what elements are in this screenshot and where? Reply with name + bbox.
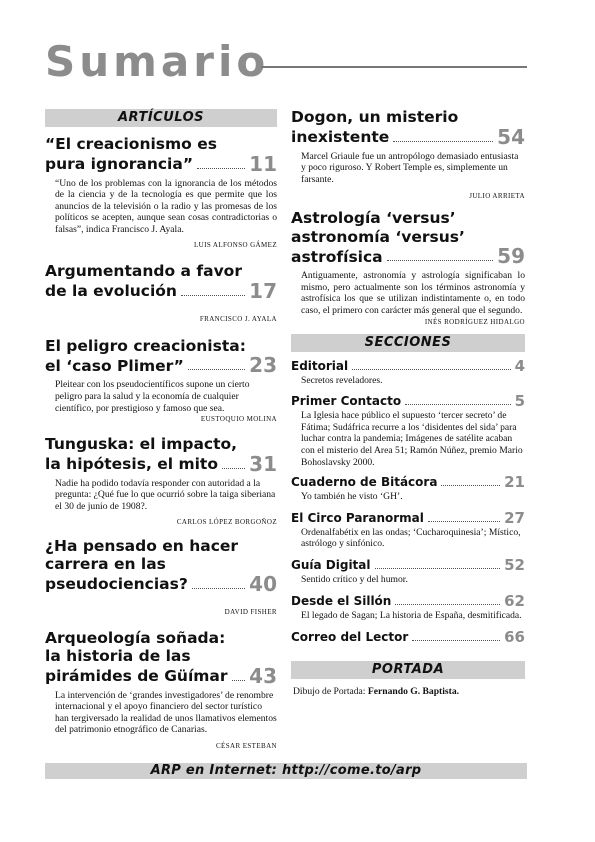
page-title: Sumario <box>45 37 270 86</box>
article-title-line: carrera en las <box>45 555 166 574</box>
article-heading <box>45 537 277 594</box>
article-author: FRANCISCO J. AYALA <box>199 314 277 323</box>
article-summary: Marcel Griaule fue un antropólogo demasiado entusiasta y poco riguroso. Y Robert Temple es, simplemente un farsante. <box>301 150 519 185</box>
portada-credit <box>291 686 525 697</box>
article-heading <box>45 629 277 686</box>
sections-header: SECCIONES <box>291 334 525 352</box>
article-summary: La intervención de ‘grandes investigadores’ de renombre internacional y el apoyo financiero del sector turístico han tergiversado la realidad de unos llamativos elementos del patrimonio etnográfico de Canarias. <box>55 689 277 736</box>
article-title-line: pura ignorancia” <box>45 155 194 173</box>
article-title-line: Dogon, un misterio <box>291 108 459 126</box>
leader-dots <box>192 588 245 589</box>
leader-dots <box>188 369 245 370</box>
article-evolucion[interactable] <box>45 262 277 323</box>
article-author: LUIS ALFONSO GÁMEZ <box>193 241 277 250</box>
article-page-number: 23 <box>249 353 277 378</box>
leader-dots <box>387 260 494 261</box>
section-summary: Ordenalfabétix en las ondas; ‘Cucharoquinesia’; Místico, astrólogo y sinfónico. <box>301 526 521 550</box>
portada-header: PORTADA <box>291 661 525 679</box>
article-creacionismo[interactable] <box>45 135 277 249</box>
leader-dots <box>395 604 500 605</box>
article-summary: Nadie ha podido todavía responder con autoridad a la pregunta: ¿Qué fue lo que ocurrió sobre la taiga siberiana el 30 de junio de 1908?. <box>55 477 276 512</box>
article-page-number: 59 <box>497 244 525 269</box>
section-page-number: 66 <box>504 628 525 647</box>
article-heading <box>291 108 525 147</box>
article-title-line: astronomía ‘versus’ <box>291 227 465 246</box>
article-heading <box>45 435 277 474</box>
article-tunguska[interactable] <box>45 435 277 525</box>
section-summary: Yo también he visto ‘GH’. <box>301 491 403 503</box>
section-title: Editorial <box>291 358 349 373</box>
article-title-line: Argumentando a favor <box>45 262 242 281</box>
section-editorial[interactable] <box>291 356 525 387</box>
right-column <box>291 109 525 697</box>
article-title-line: el ‘caso Plimer” <box>45 356 184 375</box>
article-heading <box>45 337 277 376</box>
article-page-number: 11 <box>249 151 277 176</box>
left-column <box>45 109 277 750</box>
section-title: Guía Digital <box>291 558 371 572</box>
section-page-number: 62 <box>504 591 525 610</box>
section-page-number: 52 <box>504 556 525 574</box>
article-title-line: astrofísica <box>291 247 383 266</box>
section-page-number: 5 <box>514 392 525 411</box>
title-row <box>45 38 527 86</box>
leader-dots <box>181 295 245 296</box>
article-author: DAVID FISHER <box>224 607 277 616</box>
leader-dots <box>441 485 500 486</box>
section-cuaderno-bitacora[interactable] <box>291 475 525 503</box>
article-title-line: la hipótesis, el mito <box>45 455 218 474</box>
leader-dots <box>197 168 245 169</box>
article-title-line: la historia de las <box>45 647 191 666</box>
article-author: EUSTOQUIO MOLINA <box>200 415 277 424</box>
article-author: JULIO ARRIETA <box>469 192 525 201</box>
leader-dots <box>428 521 500 522</box>
article-plimer[interactable] <box>45 337 277 423</box>
leader-dots <box>393 141 493 142</box>
article-summary: Pleitear con los pseudocientíficos supone un cierto peligro para la salud y la economía de cualquier científico, por prestigioso y famoso que sea. <box>55 379 250 414</box>
leader-dots <box>232 680 246 681</box>
leader-dots <box>375 568 501 569</box>
article-author: CÉSAR ESTEBAN <box>215 741 277 750</box>
section-title: Correo del Lector <box>291 630 409 645</box>
section-primer-contacto[interactable] <box>291 394 525 468</box>
title-rule <box>261 66 527 68</box>
article-page-number: 40 <box>249 571 277 596</box>
footer-internet-link[interactable]: ARP en Internet: http://come.to/arp <box>45 763 527 779</box>
article-title-line: ¿Ha pensado en hacer <box>45 536 239 555</box>
article-title-line: Tunguska: el impacto, <box>45 435 238 454</box>
article-summary: Antiguamente, astronomía y astrología significaban lo mismo, pero actualmente son los términos astronomía y astrofísica los que se utilizan indistintamente o, en todo caso, el primero con carácter más general que el segundo. <box>301 270 525 317</box>
article-page-number: 31 <box>249 451 277 476</box>
leader-dots <box>222 468 245 469</box>
article-title-line: inexistente <box>291 128 390 146</box>
article-page-number: 43 <box>249 663 277 688</box>
section-summary: La Iglesia hace público el supuesto ‘tercer secreto’ de Fátima; Sudáfrica recurre a los ‘disidentes del sida’ para luchar contra la pandemia; Imágenes de satélite acaban con el misterio del Area 51; Ramón Núñez, premio Mario Bohoslavsky 2000. <box>301 410 523 468</box>
section-summary: Sentido crítico y del humor. <box>301 574 408 585</box>
section-title: Cuaderno de Bitácora <box>291 475 438 490</box>
article-summary: “Uno de los problemas con la ignorancia de los métodos de la ciencia y de la tecnología es que permite que los anuncios de la televisión o la radio y las promesas de los políticos se acepten, aunque sean cosas contradictorias o falsas”, indica Francisco J. Ayala. <box>55 177 277 235</box>
article-title-line: pirámides de Güímar <box>45 667 228 686</box>
leader-dots <box>352 369 510 370</box>
article-title-line: “El creacionismo es <box>45 135 217 153</box>
portada-artist: Fernando G. Baptista. <box>367 686 460 698</box>
section-page-number: 27 <box>504 508 525 527</box>
article-page-number: 54 <box>497 124 525 149</box>
article-title-line: El peligro creacionista: <box>45 336 246 355</box>
article-title-line: Arqueología soñada: <box>45 628 226 647</box>
article-guimar[interactable] <box>45 629 277 750</box>
article-dogon[interactable] <box>291 108 525 200</box>
article-title-line: Astrología ‘versus’ <box>291 209 456 228</box>
article-heading <box>45 135 277 174</box>
article-heading <box>45 262 277 301</box>
leader-dots <box>405 404 510 405</box>
section-title: El Circo Paranormal <box>291 510 424 525</box>
section-correo-lector[interactable] <box>291 630 525 645</box>
article-title-line: pseudociencias? <box>45 575 188 594</box>
article-page-number: 17 <box>249 278 277 303</box>
section-page-number: 21 <box>504 473 525 492</box>
section-guia-digital[interactable] <box>291 558 525 586</box>
leader-dots <box>412 640 500 641</box>
article-author: CARLOS LÓPEZ BORGOÑOZ <box>176 517 277 526</box>
section-circo-paranormal[interactable] <box>291 508 525 550</box>
article-heading <box>291 209 525 269</box>
section-page-number: 4 <box>514 356 525 375</box>
article-title-line: de la evolución <box>45 282 177 301</box>
portada-label: Dibujo de Portada: <box>293 686 366 698</box>
section-desde-sillon[interactable] <box>291 591 525 622</box>
section-title: Primer Contacto <box>291 394 402 409</box>
article-pseudociencias[interactable] <box>45 537 277 616</box>
section-summary: El legado de Sagan; La historia de España, desmitificada. <box>301 609 522 621</box>
section-summary: Secretos reveladores. <box>301 374 383 386</box>
section-title: Desde el Sillón <box>291 593 392 608</box>
article-author: INÉS RODRÍGUEZ HIDALGO <box>424 317 525 326</box>
article-astrologia[interactable] <box>291 209 525 325</box>
articles-header: ARTÍCULOS <box>45 109 277 127</box>
